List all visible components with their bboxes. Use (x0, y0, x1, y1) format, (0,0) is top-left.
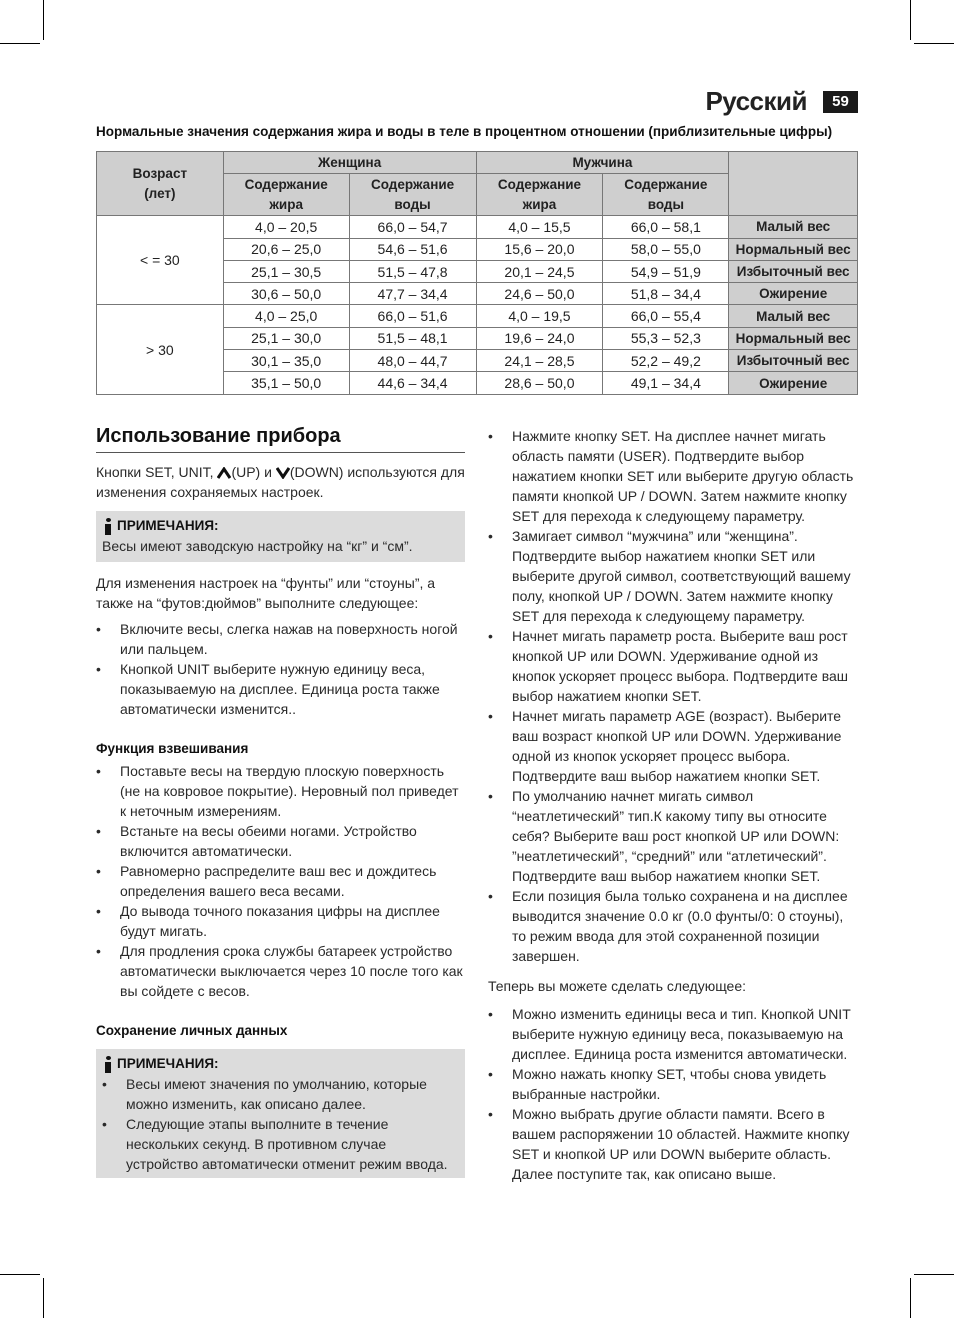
table-cell: 24,6 – 50,0 (476, 283, 603, 305)
category-cell: Избыточный вес (729, 350, 858, 372)
note-list (102, 1074, 459, 1174)
list-item: • До вывода точного показания цифры на дисплее будут мигать. (96, 901, 465, 941)
category-cell: Избыточный вес (729, 260, 858, 282)
down-arrow-icon (276, 467, 290, 479)
note-heading: ПРИМЕЧАНИЯ: (102, 1054, 459, 1074)
save-data-heading: Сохранение личных данных (96, 1023, 288, 1038)
table-cell: 15,6 – 20,0 (476, 238, 603, 260)
category-cell: Нормальный вес (729, 238, 858, 260)
table-cell: 44,6 – 34,4 (349, 372, 476, 394)
women-header: Женщина (223, 152, 476, 174)
list-item: • Можно изменить единицы веса и тип. Кнопкой UNIT выберите нужную единицу веса, показываемую на дисплее. Единица роста изменится автоматически. (488, 1004, 859, 1064)
table-cell: 54,9 – 51,9 (603, 260, 729, 282)
weighing-list (96, 761, 465, 1001)
table-cell: 47,7 – 34,4 (349, 283, 476, 305)
buttons-intro: Кнопки SET, UNIT, (UP) и (DOWN) используются для изменения сохраняемых настроек. (96, 464, 465, 500)
table-cell: 51,5 – 48,1 (349, 327, 476, 349)
list-item: • Поставьте весы на твердую плоскую поверхность (не на ковровое покрытие). Неровный пол приведет к неточным измерениям. (96, 761, 465, 821)
category-header (729, 152, 858, 216)
crop-mark (43, 0, 44, 40)
list-item: • Для продления срока службы батареек устройство автоматически выключается через 10 после того как вы сойдете с весов. (96, 941, 465, 1001)
men-header: Мужчина (476, 152, 729, 174)
table-cell: 25,1 – 30,0 (223, 327, 349, 349)
table-cell: 66,0 – 51,6 (349, 305, 476, 327)
units-paragraph: Для изменения настроек на “фунты” или “стоуны”, а также на “футов:дюймов” выполните следующее: (96, 575, 436, 611)
crop-mark (0, 1274, 40, 1275)
list-item: • Можно выбрать другие области памяти. Всего в вашем распоряжении 10 областей. Нажмите кнопку SET и кнопкой UP или DOWN выберите область. Далее поступите так, как описано выше. (488, 1104, 859, 1184)
age-group-cell: > 30 (97, 305, 224, 394)
note-heading: ПРИМЕЧАНИЯ: (102, 516, 459, 536)
table-cell: 66,0 – 58,1 (603, 216, 729, 238)
note-box (96, 1049, 465, 1178)
age-header: Возраст (лет) (97, 152, 224, 216)
table-cell: 28,6 – 50,0 (476, 372, 603, 394)
table-cell: 20,1 – 24,5 (476, 260, 603, 282)
crop-mark (910, 0, 911, 40)
category-cell: Малый вес (729, 305, 858, 327)
now-paragraph: Теперь вы можете сделать следующее: (488, 978, 747, 994)
setup-steps-list (488, 426, 859, 966)
crop-mark (914, 1274, 954, 1275)
crop-mark (0, 43, 40, 44)
list-item: • Если позиция была только сохранена и на дисплее выводится значение 0.0 кг (0.0 фунты/0: 0 стоуны), то режим ввода для этой сохраненной позиции завершен. (488, 886, 859, 966)
note-box (96, 511, 465, 562)
list-item: • Замигает символ “мужчина” или “женщина”. Подтвердите выбор нажатием кнопки SET или выберите другой символ, соответствующий вашему полу, кнопкой UP / DOWN. Затем нажмите кнопку SET для перехода к следующему параметру. (488, 526, 859, 626)
table-cell: 66,0 – 54,7 (349, 216, 476, 238)
list-item: • Начнет мигать параметр роста. Выберите ваш рост кнопкой UP или DOWN. Удерживание одной из кнопок ускоряет процесс выбора. Подтвердите ваш выбор нажатием кнопки SET. (488, 626, 859, 706)
age-group-cell: < = 30 (97, 216, 224, 305)
table-title: Нормальные значения содержания жира и воды в теле в процентном отношении (приблизительные цифры) (96, 124, 833, 139)
table-cell: 30,6 – 50,0 (223, 283, 349, 305)
info-icon (103, 518, 113, 535)
crop-mark (914, 43, 954, 44)
table-cell: 4,0 – 19,5 (476, 305, 603, 327)
category-cell: Ожирение (729, 283, 858, 305)
crop-mark (43, 1278, 44, 1318)
men-water-header: Содержание воды (603, 174, 729, 216)
units-list (96, 619, 465, 719)
weighing-heading: Функция взвешивания (96, 741, 249, 756)
table-cell: 25,1 – 30,5 (223, 260, 349, 282)
list-item: • Включите весы, слегка нажав на поверхность ногой или пальцем. (96, 619, 465, 659)
body-composition-table (96, 151, 858, 395)
table-cell: 54,6 – 51,6 (349, 238, 476, 260)
list-item: • Нажмите кнопку SET. На дисплее начнет мигать область памяти (USER). Подтвердите выбор нажатием кнопки SET или выберите другую область памяти кнопкой UP / DOWN. Затем нажмите кнопку SET для перехода к следующему параметру. (488, 426, 859, 526)
page-number: 59 (823, 91, 858, 113)
list-item: • Можно нажать кнопку SET, чтобы снова увидеть выбранные настройки. (488, 1064, 859, 1104)
right-column (488, 426, 859, 1184)
table-cell: 52,2 – 49,2 (603, 350, 729, 372)
table-cell: 20,6 – 25,0 (223, 238, 349, 260)
table-cell: 51,5 – 47,8 (349, 260, 476, 282)
table-cell: 30,1 – 35,0 (223, 350, 349, 372)
table-cell: 4,0 – 20,5 (223, 216, 349, 238)
table-cell: 35,1 – 50,0 (223, 372, 349, 394)
table-cell: 55,3 – 52,3 (603, 327, 729, 349)
table-cell: 19,6 – 24,0 (476, 327, 603, 349)
up-arrow-icon (217, 467, 231, 479)
left-column (96, 426, 465, 1178)
list-item: • По умолчанию начнет мигать символ “неатлетический” тип.К какому типу вы относите себя? Выберите ваш рост кнопкой UP или DOWN: ”неатлетический”, “средний” или “атлетический”. Подтвердите ваш выбор нажатием кнопки SET. (488, 786, 859, 886)
category-cell: Ожирение (729, 372, 858, 394)
table-cell: 4,0 – 15,5 (476, 216, 603, 238)
category-cell: Нормальный вес (729, 327, 858, 349)
language-title: Русский (705, 86, 807, 116)
crop-mark (910, 1278, 911, 1318)
men-fat-header: Содержание жира (476, 174, 603, 216)
women-fat-header: Содержание жира (223, 174, 349, 216)
table-cell: 51,8 – 34,4 (603, 283, 729, 305)
table-cell: 66,0 – 55,4 (603, 305, 729, 327)
table-cell: 48,0 – 44,7 (349, 350, 476, 372)
category-cell: Малый вес (729, 216, 858, 238)
section-title: Использование прибора (96, 426, 465, 453)
table-cell: 58,0 – 55,0 (603, 238, 729, 260)
list-item: • Следующие этапы выполните в течение нескольких секунд. В противном случае устройство автоматически отменит режим ввода. (102, 1114, 459, 1174)
table-cell: 4,0 – 25,0 (223, 305, 349, 327)
list-item: • Кнопкой UNIT выберите нужную единицу веса, показываемую на дисплее. Единица роста также автоматически изменится.. (96, 659, 465, 719)
list-item: • Равномерно распределите ваш вес и дождитесь определения вашего веса весами. (96, 861, 465, 901)
options-list (488, 1004, 859, 1184)
women-water-header: Содержание воды (349, 174, 476, 216)
note-text: Весы имеют заводскую настройку на “кг” и “см”. (102, 538, 413, 554)
table-cell: 49,1 – 34,4 (603, 372, 729, 394)
table-cell: 24,1 – 28,5 (476, 350, 603, 372)
list-item: • Весы имеют значения по умолчанию, которые можно изменить, как описано далее. (102, 1074, 459, 1114)
info-icon (103, 1056, 113, 1073)
list-item: • Встаньте на весы обеими ногами. Устройство включится автоматически. (96, 821, 465, 861)
list-item: • Начнет мигать параметр AGE (возраст). Выберите ваш возраст кнопкой UP или DOWN. Удерживание одной из кнопок ускоряет процесс выбора. Подтвердите ваш выбор нажатием кнопки SET. (488, 706, 859, 786)
